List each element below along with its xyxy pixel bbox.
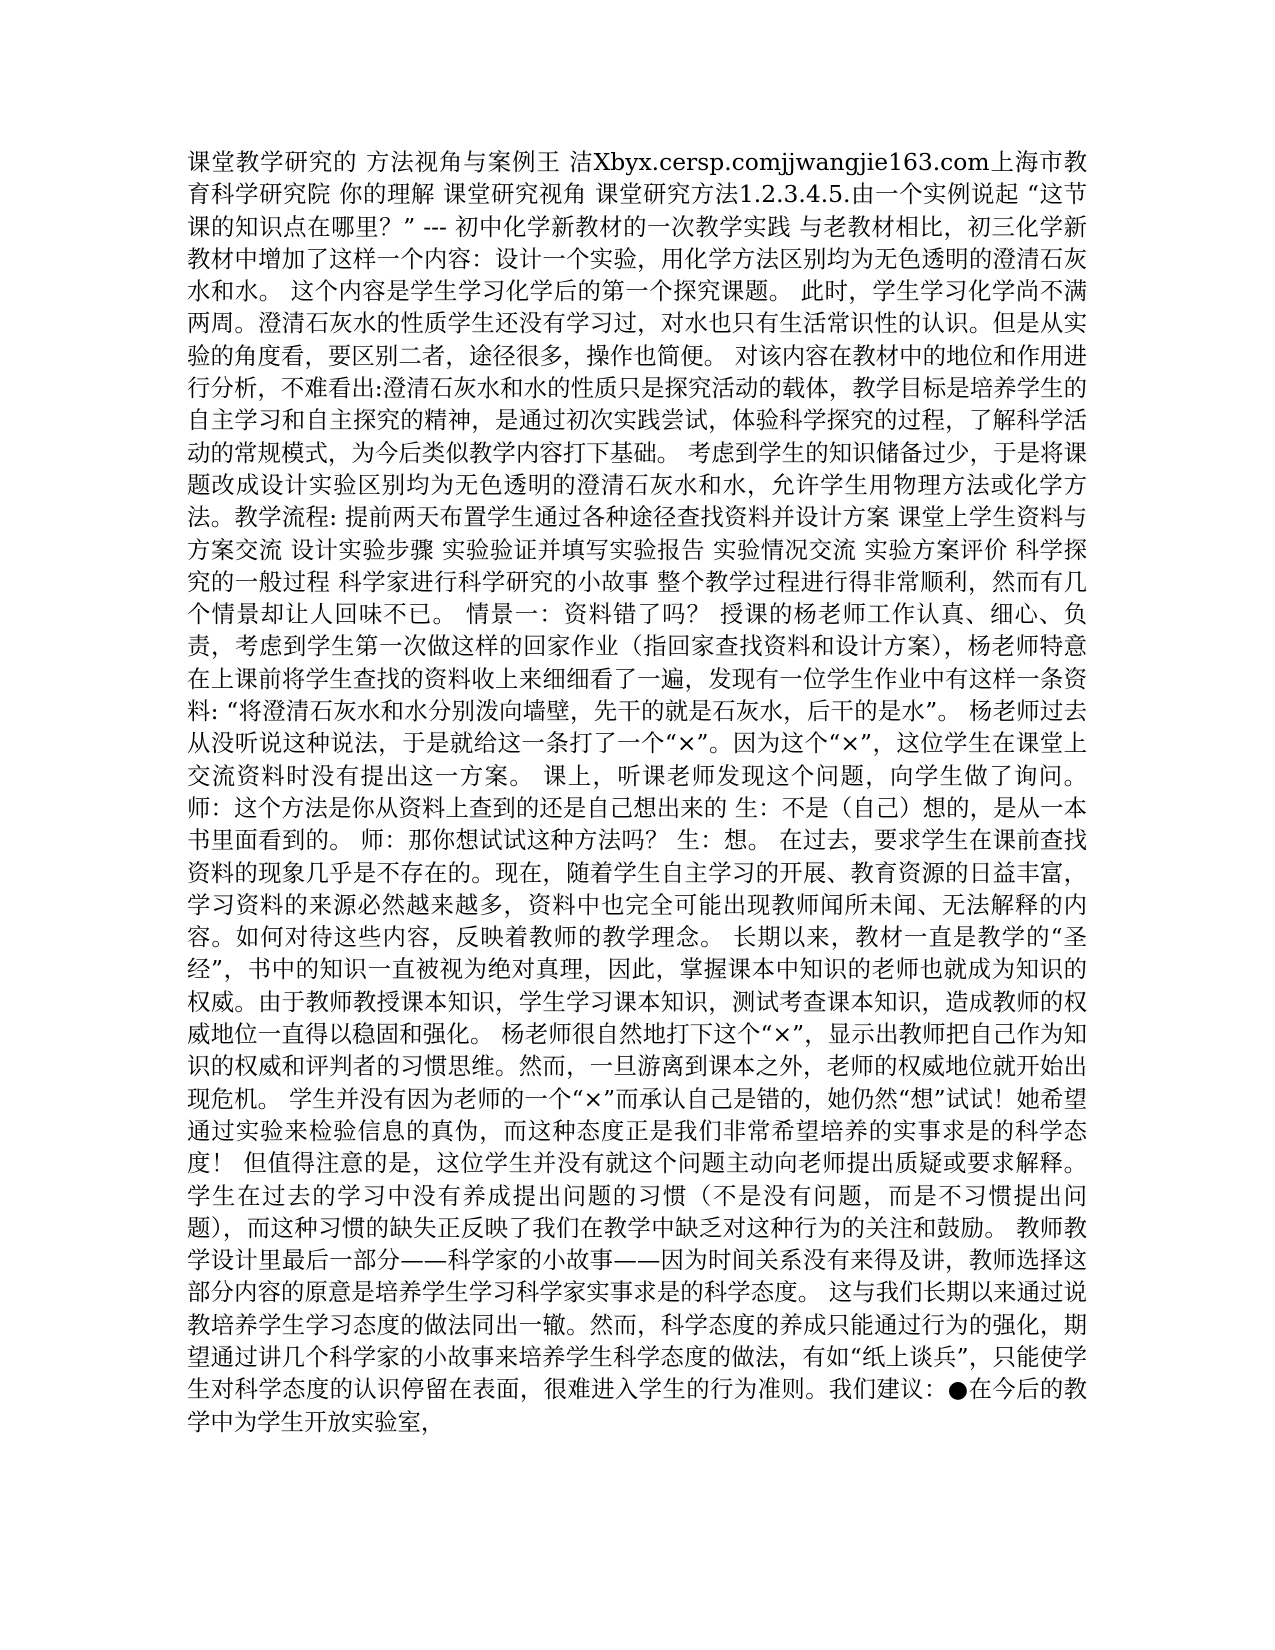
body-text: 课堂教学研究的 方法视角与案例王 洁Xbyx.cersp.comjjwangjie163.com上海市教育科学研究院 你的理解 课堂研究视角 课堂研究方法1.2.3.4.5.由一个实例说起 “这节课的知识点在哪里？” --- 初中化学新教材的一次教学实践 与老教材相比，初三化学新教材中增加了这样一个内容：设计一个实验，用化学方法区别均为无色透明的澄清石灰水和水。 这个内容是学生学习化学后的第一个探究课题。 此时，学生学习化学尚不满两周。澄清石灰水的性质学生还没有学习过，对水也只有生活常识性的认识。但是从实验的角度看，要区别二者，途径很多，操作也简便。 对该内容在教材中的地位和作用进行分析，不难看出:澄清石灰水和水的性质只是探究活动的载体，教学目标是培养学生的自主学习和自主探究的精神，是通过初次实践尝试，体验科学探究的过程，了解科学活动的常规模式，为今后类似教学内容打下基础。 考虑到学生的知识储备过少，于是将课题改成设计实验区别均为无色透明的澄清石灰水和水，允许学生用物理方法或化学方法。教学流程: 提前两天布置学生通过各种途径查找资料并设计方案 课堂上学生资料与方案交流 设计实验步骤 实验验证并填写实验报告 实验情况交流 实验方案评价 科学探究的一般过程 科学家进行科学研究的小故事 整个教学过程进行得非常顺利，然而有几个情景却让人回味不已。 情景一：资料错了吗？ 授课的杨老师工作认真、细心、负责，考虑到学生第一次做这样的回家作业（指回家查找资料和设计方案），杨老师特意在上课前将学生查找的资料收上来细细看了一遍，发现有一位学生作业中有这样一条资料: “将澄清石灰水和水分别泼向墙壁，先干的就是石灰水，后干的是水”。 杨老师过去从没听说这种说法，于是就给这一条打了一个“×”。因为这个“×”，这位学生在课堂上交流资料时没有提出这一方案。 课上，听课老师发现这个问题，向学生做了询问。 师：这个方法是你从资料上查到的还是自己想出来的 生：不是（自己）想的，是从一本书里面看到的。 师：那你想试试这种方法吗？ 生：想。 在过去，要求学生在课前查找资料的现象几乎是不存在的。现在，随着学生自主学习的开展、教育资源的日益丰富，学习资料的来源必然越来越多，资料中也完全可能出现教师闻所未闻、无法解释的内容。如何对待这些内容，反映着教师的教学理念。 长期以来，教材一直是教学的“圣经”，书中的知识一直被视为绝对真理，因此，掌握课本中知识的老师也就成为知识的权威。由于教师教授课本知识，学生学习课本知识，测试考查课本知识，造成教师的权威地位一直得以稳固和强化。 杨老师很自然地打下这个“×”，显示出教师把自己作为知识的权威和评判者的习惯思维。然而，一旦游离到课本之外，老师的权威地位就开始出现危机。 学生并没有因为老师的一个“×”而承认自己是错的，她仍然“想”试试！她希望通过实验来检验信息的真伪，而这种态度正是我们非常希望培养的实事求是的科学态度！ 但值得注意的是，这位学生并没有就这个问题主动向老师提出质疑或要求解释。 学生在过去的学习中没有养成提出问题的习惯（不是没有问题，而是不习惯提出问题），而这种习惯的缺失正反映了我们在教学中缺乏对这种行为的关注和鼓励。 教师教学设计里最后一部分——科学家的小故事——因为时间关系没有来得及讲，教师选择这部分内容的原意是培养学生学习科学家实事求是的科学态度。 这与我们长期以来通过说教培养学生学习态度的做法同出一辙。然而，科学态度的养成只能通过行为的强化，期望通过讲几个科学家的小故事来培养学生科学态度的做法，有如“纸上谈兵”，只能使学生对科学态度的认识停留在表面，很难进入学生的行为准则。我们建议：●在今后的教学中为学生开放实验室， (187, 148, 1088, 1436)
